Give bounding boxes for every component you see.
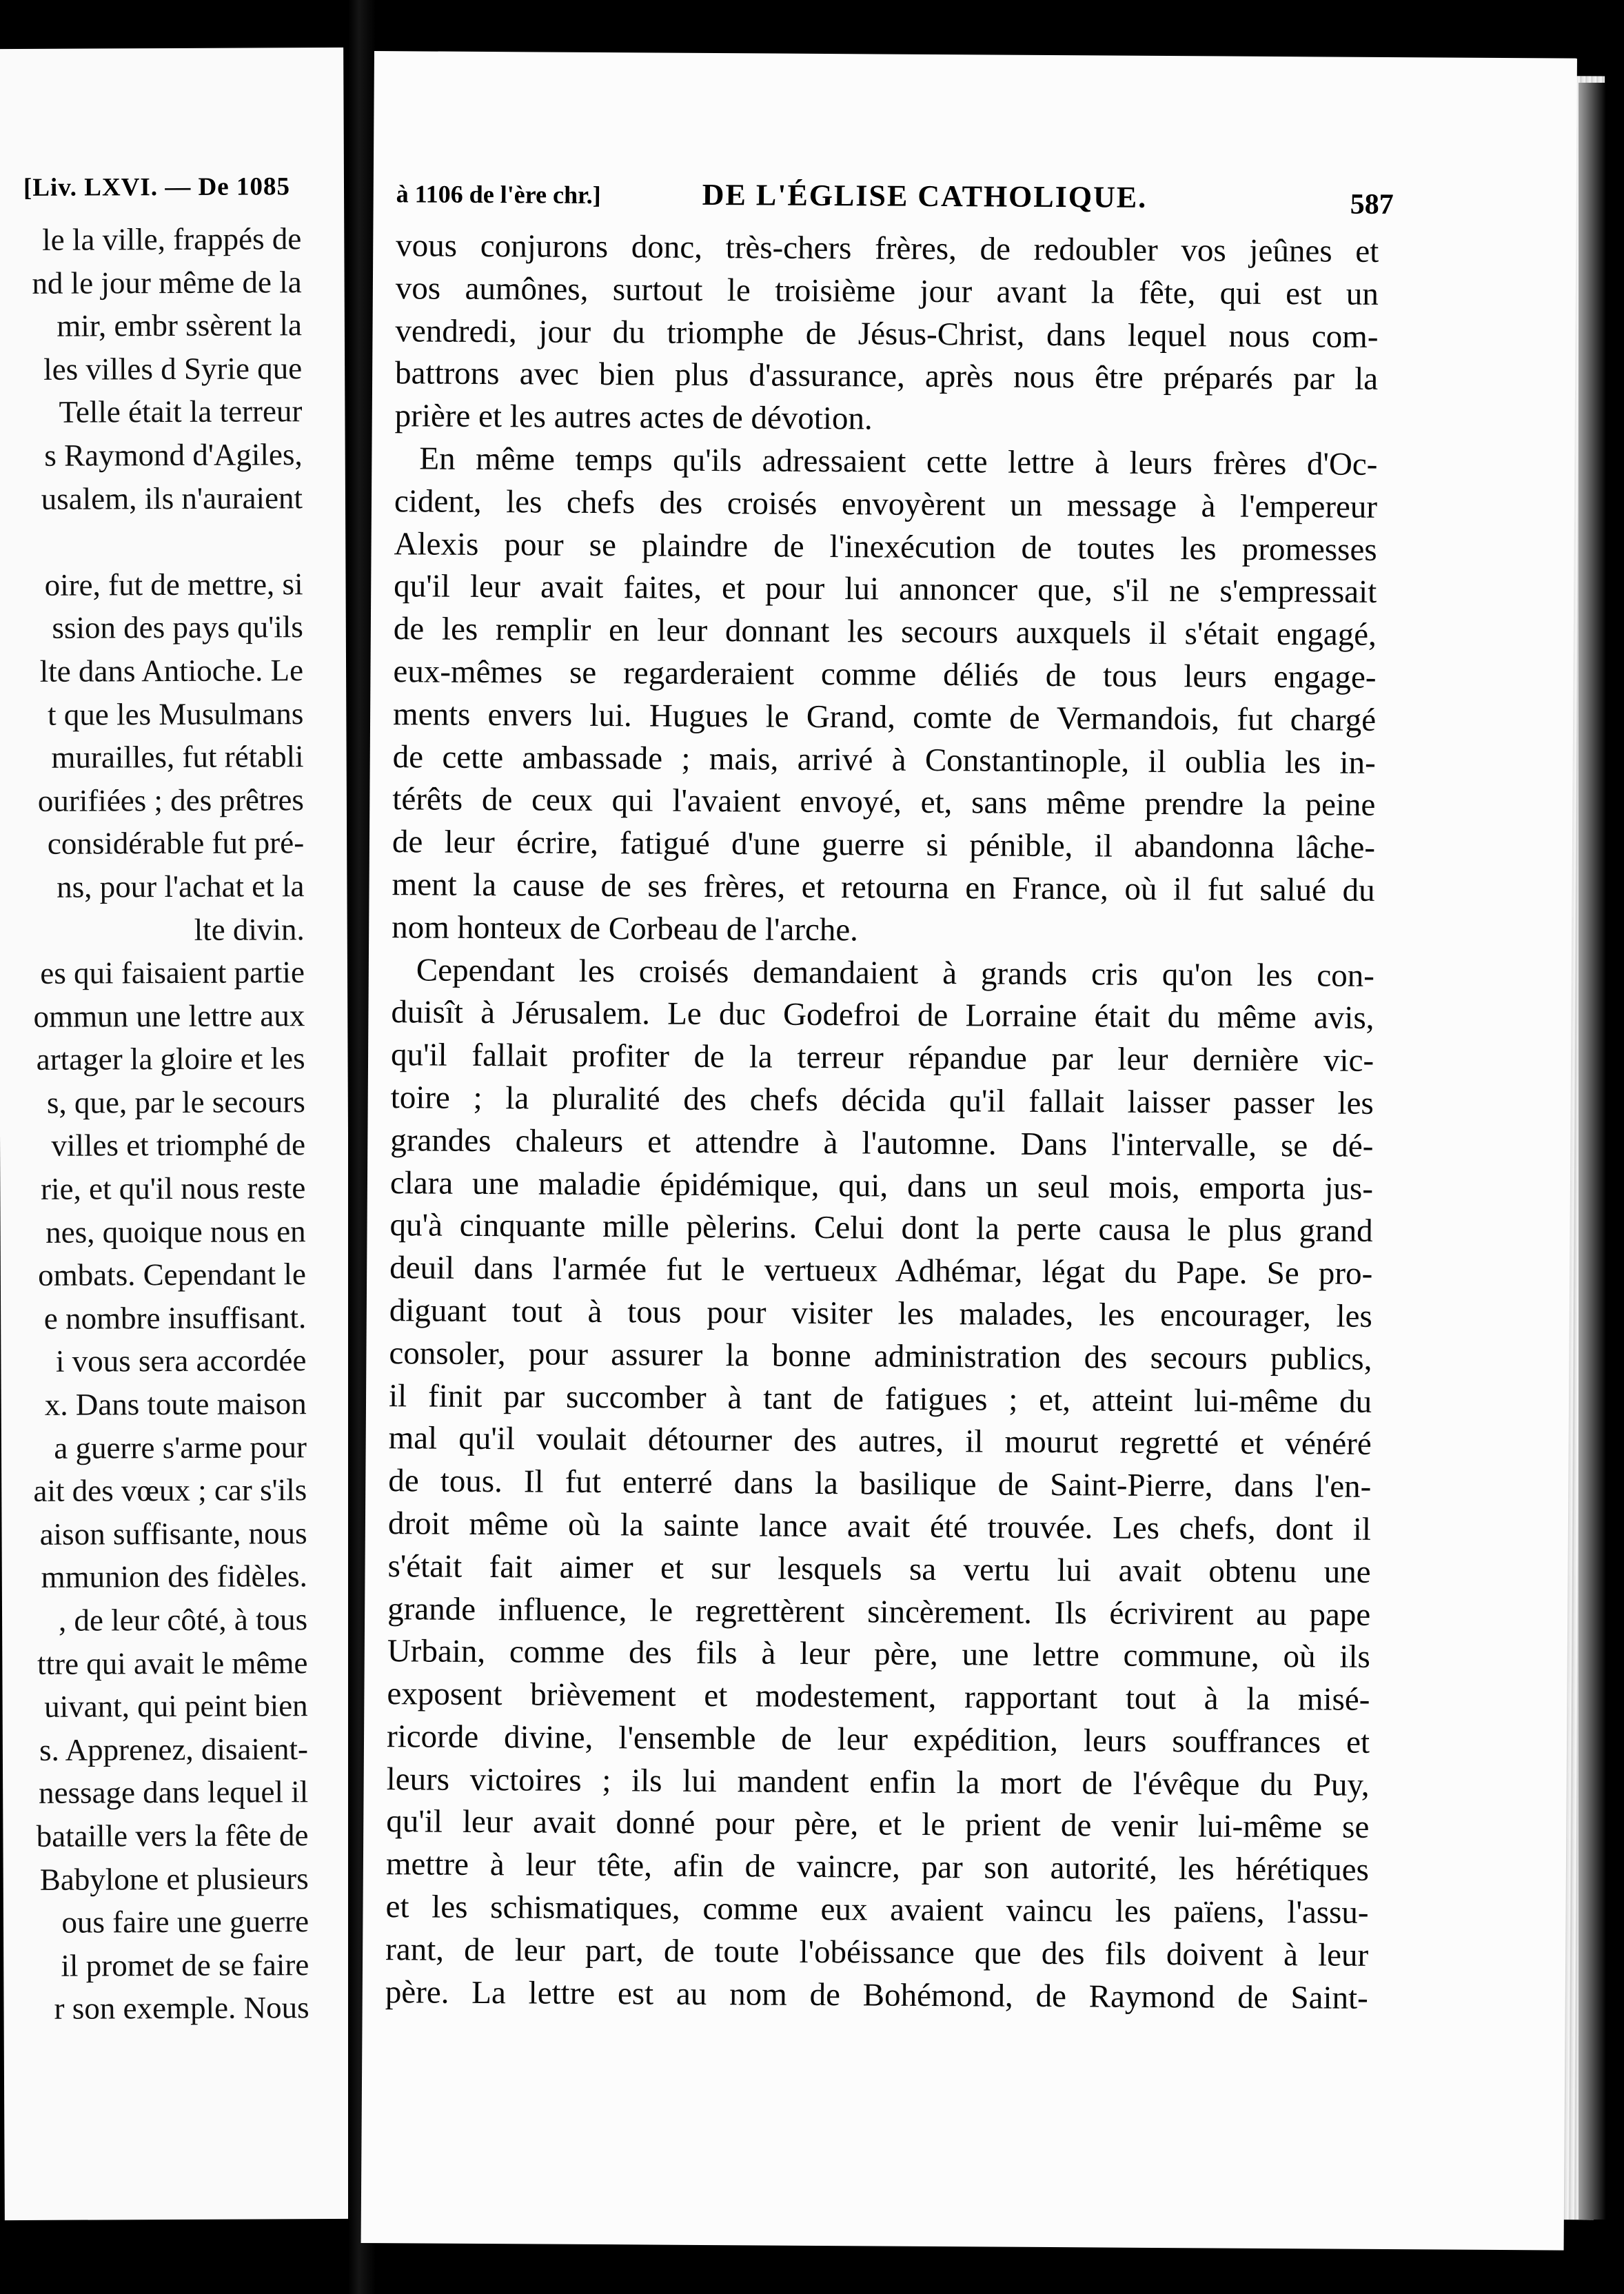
text-line: rant, de leur part, de toute l'obéissance que des fils doivent à leur bbox=[385, 1931, 1369, 1973]
text-line: père. La lettre est au nom de Bohémond, de Raymond de Saint- bbox=[385, 1973, 1368, 2016]
left-page-line: ombats. Cependant le bbox=[38, 1257, 306, 1293]
left-page-line: aison suffisante, nous bbox=[39, 1515, 307, 1552]
text-line: vendredi, jour du triomphe de Jésus-Christ, dans lequel nous com- bbox=[395, 312, 1379, 355]
text-line: droit même où la sainte lance avait été trouvée. Les chefs, dont il bbox=[387, 1505, 1372, 1547]
left-page-line: a guerre s'arme pour bbox=[54, 1429, 307, 1465]
text-line: qu'il fallait profiter de la terreur répandue par leur dernière vic- bbox=[390, 1037, 1374, 1079]
text-line: duisît à Jérusalem. Le duc Godefroi de Lorraine était du même avis, bbox=[391, 994, 1374, 1037]
text-line: de tous. Il fut enterré dans la basilique de Saint-Pierre, dans l'en- bbox=[388, 1463, 1372, 1505]
left-page-line: ssion des pays qu'ils bbox=[52, 609, 303, 646]
left-page-line: nessage dans lequel il bbox=[38, 1774, 309, 1811]
body-text bbox=[385, 225, 1379, 2020]
left-page-line: s Raymond d'Agiles, bbox=[44, 437, 303, 473]
left-page-line: ttre qui avait le même bbox=[37, 1645, 308, 1681]
page-edge-shadow bbox=[1579, 83, 1606, 2220]
text-line: consoler, pour assurer la bonne administration des secours publics, bbox=[389, 1334, 1372, 1377]
text-line: Urbain, comme des fils à leur père, une lettre commune, où ils bbox=[387, 1633, 1370, 1676]
left-page-line: Telle était la terreur bbox=[59, 394, 303, 430]
left-page-line: r son exemple. Nous bbox=[54, 1990, 309, 2027]
left-page-line: usalem, ils n'auraient bbox=[41, 480, 303, 516]
left-page-line: e nombre insuffisant. bbox=[43, 1300, 307, 1336]
text-line: de leur écrire, fatigué d'une guerre si pénible, il abandonna lâche- bbox=[392, 824, 1376, 866]
left-page-line: nd le jour même de la bbox=[32, 264, 302, 301]
text-line: cident, les chefs des croisés envoyèrent un message à l'empereur bbox=[394, 483, 1378, 525]
text-line: ment la cause de ses frères, et retourna en France, où il fut salué du bbox=[392, 866, 1375, 909]
left-page-line: i vous sera accordée bbox=[55, 1343, 307, 1379]
text-line: diguant tout à tous pour visiter les malades, les encourager, les bbox=[389, 1292, 1372, 1334]
left-page-line: ait des vœux ; car s'ils bbox=[33, 1472, 307, 1509]
left-page-line: considérable fut pré- bbox=[47, 825, 305, 862]
left-page-line: le la ville, frappés de bbox=[42, 221, 302, 257]
text-line: grandes chaleurs et attendre à l'automne. Dans l'intervalle, se dé- bbox=[390, 1121, 1374, 1164]
text-line: Alexis pour se plaindre de l'inexécution de toutes les promesses bbox=[394, 525, 1377, 568]
left-page-line: es qui faisaient partie bbox=[40, 955, 305, 991]
text-line: ricorde divine, l'ensemble de leur expédition, leurs souffrances et bbox=[386, 1718, 1370, 1760]
text-line: térêts de ceux qui l'avaient envoyé, et, sans même prendre la peine bbox=[392, 781, 1376, 824]
left-page-line: uivant, qui peint bien bbox=[44, 1688, 308, 1725]
text-line: Cependant les croisés demandaient à grands cris qu'on les con- bbox=[416, 951, 1374, 994]
text-line: mal qu'il voulait détourner des autres, il mourut regretté et vénéré bbox=[388, 1420, 1372, 1463]
text-line: vos aumônes, surtout le troisième jour avant la fête, qui est un bbox=[395, 270, 1379, 312]
text-line: eux-mêmes se regarderaient comme déliés de tous leurs engage- bbox=[393, 653, 1377, 696]
text-line: qu'il leur avait faites, et pour lui annoncer que, s'il ne s'empressait bbox=[394, 568, 1377, 611]
left-page-line: il promet de se faire bbox=[61, 1947, 309, 1983]
text-line: nom honteux de Corbeau de l'arche. bbox=[392, 909, 859, 948]
text-line: mettre à leur tête, afin de vaincre, par son autorité, les hérétiques bbox=[385, 1846, 1370, 1889]
left-page-line: nes, quoique nous en bbox=[45, 1213, 306, 1250]
left-page-line: s, que, par le secours bbox=[46, 1084, 305, 1120]
left-page-line: lte dans Antioche. Le bbox=[39, 653, 304, 689]
left-page-line: Babylone et plusieurs bbox=[39, 1860, 309, 1897]
text-line: toire ; la pluralité des chefs décida qu'il fallait laisser passer les bbox=[390, 1079, 1374, 1121]
text-line: En même temps qu'ils adressaient cette lettre à leurs frères d'Oc- bbox=[419, 440, 1378, 483]
text-line: de cette ambassade ; mais, arrivé à Constantinople, il oublia les in- bbox=[392, 738, 1376, 781]
text-line: exposent brièvement et modestement, rapportant tout à la misé- bbox=[387, 1676, 1370, 1718]
left-page-line: mmunion des fidèles. bbox=[41, 1559, 307, 1595]
left-page-line: ourifiées ; des prêtres bbox=[37, 782, 304, 818]
text-line: s'était fait aimer et sur lesquels sa vertu lui avait obtenu une bbox=[387, 1547, 1371, 1590]
text-line: grande influence, le regrettèrent sincèrement. Ils écrivirent au pape bbox=[387, 1590, 1371, 1633]
left-page-line: ns, pour l'achat et la bbox=[57, 869, 305, 904]
running-head-date-range: à 1106 de l'ère chr.] bbox=[396, 180, 601, 210]
left-page-line: artager la gloire et les bbox=[36, 1041, 305, 1077]
text-line: vous conjurons donc, très-chers frères, de redoubler vos jeûnes et bbox=[396, 227, 1379, 270]
running-head bbox=[396, 175, 1423, 223]
left-page-line: ous faire une guerre bbox=[61, 1904, 309, 1940]
left-page-line: ommun une lettre aux bbox=[33, 997, 305, 1034]
left-page-text bbox=[28, 217, 309, 2031]
left-page-line: mir, embr ssèrent la bbox=[57, 307, 302, 343]
left-page-line: x. Dans toute maison bbox=[44, 1386, 307, 1422]
text-line: deuil dans l'armée fut le vertueux Adhémar, légat du Pape. Se pro- bbox=[389, 1250, 1373, 1292]
left-page-line bbox=[29, 519, 303, 563]
text-line: battrons avec bien plus d'assurance, après nous être préparés par la bbox=[394, 355, 1379, 398]
left-page-line: murailles, fut rétabli bbox=[51, 739, 304, 775]
running-head-title: DE L'ÉGLISE CATHOLIQUE. bbox=[702, 177, 1148, 214]
text-line: il finit par succomber à tant de fatigues ; et, atteint lui-même du bbox=[388, 1377, 1372, 1420]
text-line: de les remplir en leur donnant les secours auxquels il s'était engagé, bbox=[393, 611, 1377, 653]
left-page-line: lte divin. bbox=[194, 911, 305, 947]
main-page bbox=[361, 51, 1577, 2251]
left-page-line: t que les Musulmans bbox=[47, 696, 304, 732]
text-line: qu'à cinquante mille pèlerins. Celui dont la perte causa le plus grand bbox=[389, 1207, 1373, 1250]
page-number: 587 bbox=[1350, 188, 1394, 221]
left-page-line: bataille vers la fête de bbox=[36, 1818, 309, 1854]
text-line: ments envers lui. Hugues le Grand, comte de Vermandois, fut chargé bbox=[392, 696, 1377, 738]
left-page-line: villes et triomphé de bbox=[51, 1127, 306, 1164]
left-page-line: rie, et qu'il nous reste bbox=[40, 1170, 306, 1206]
left-page-line: , de leur côté, à tous bbox=[58, 1602, 308, 1638]
text-line: et les schismatiques, comme eux avaient vaincu les païens, l'assu- bbox=[385, 1889, 1369, 1931]
text-line: prière et les autres actes de dévotion. bbox=[394, 398, 873, 437]
text-line: clara une maladie épidémique, qui, dans un seul mois, emporta jus- bbox=[389, 1164, 1374, 1207]
left-page-line: les villes d Syrie que bbox=[43, 350, 303, 387]
left-running-head: [Liv. LXVI. — De 1085 bbox=[23, 172, 291, 202]
left-page-line: s. Apprenez, disaient- bbox=[39, 1731, 309, 1767]
text-line: leurs victoires ; ils lui mandent enfin la mort de l'évêque du Puy, bbox=[386, 1760, 1370, 1803]
left-facing-page bbox=[0, 48, 353, 2220]
text-line: qu'il leur avait donné pour père, et le prient de venir lui-même se bbox=[386, 1803, 1370, 1846]
left-page-line: oire, fut de mettre, si bbox=[44, 566, 303, 602]
